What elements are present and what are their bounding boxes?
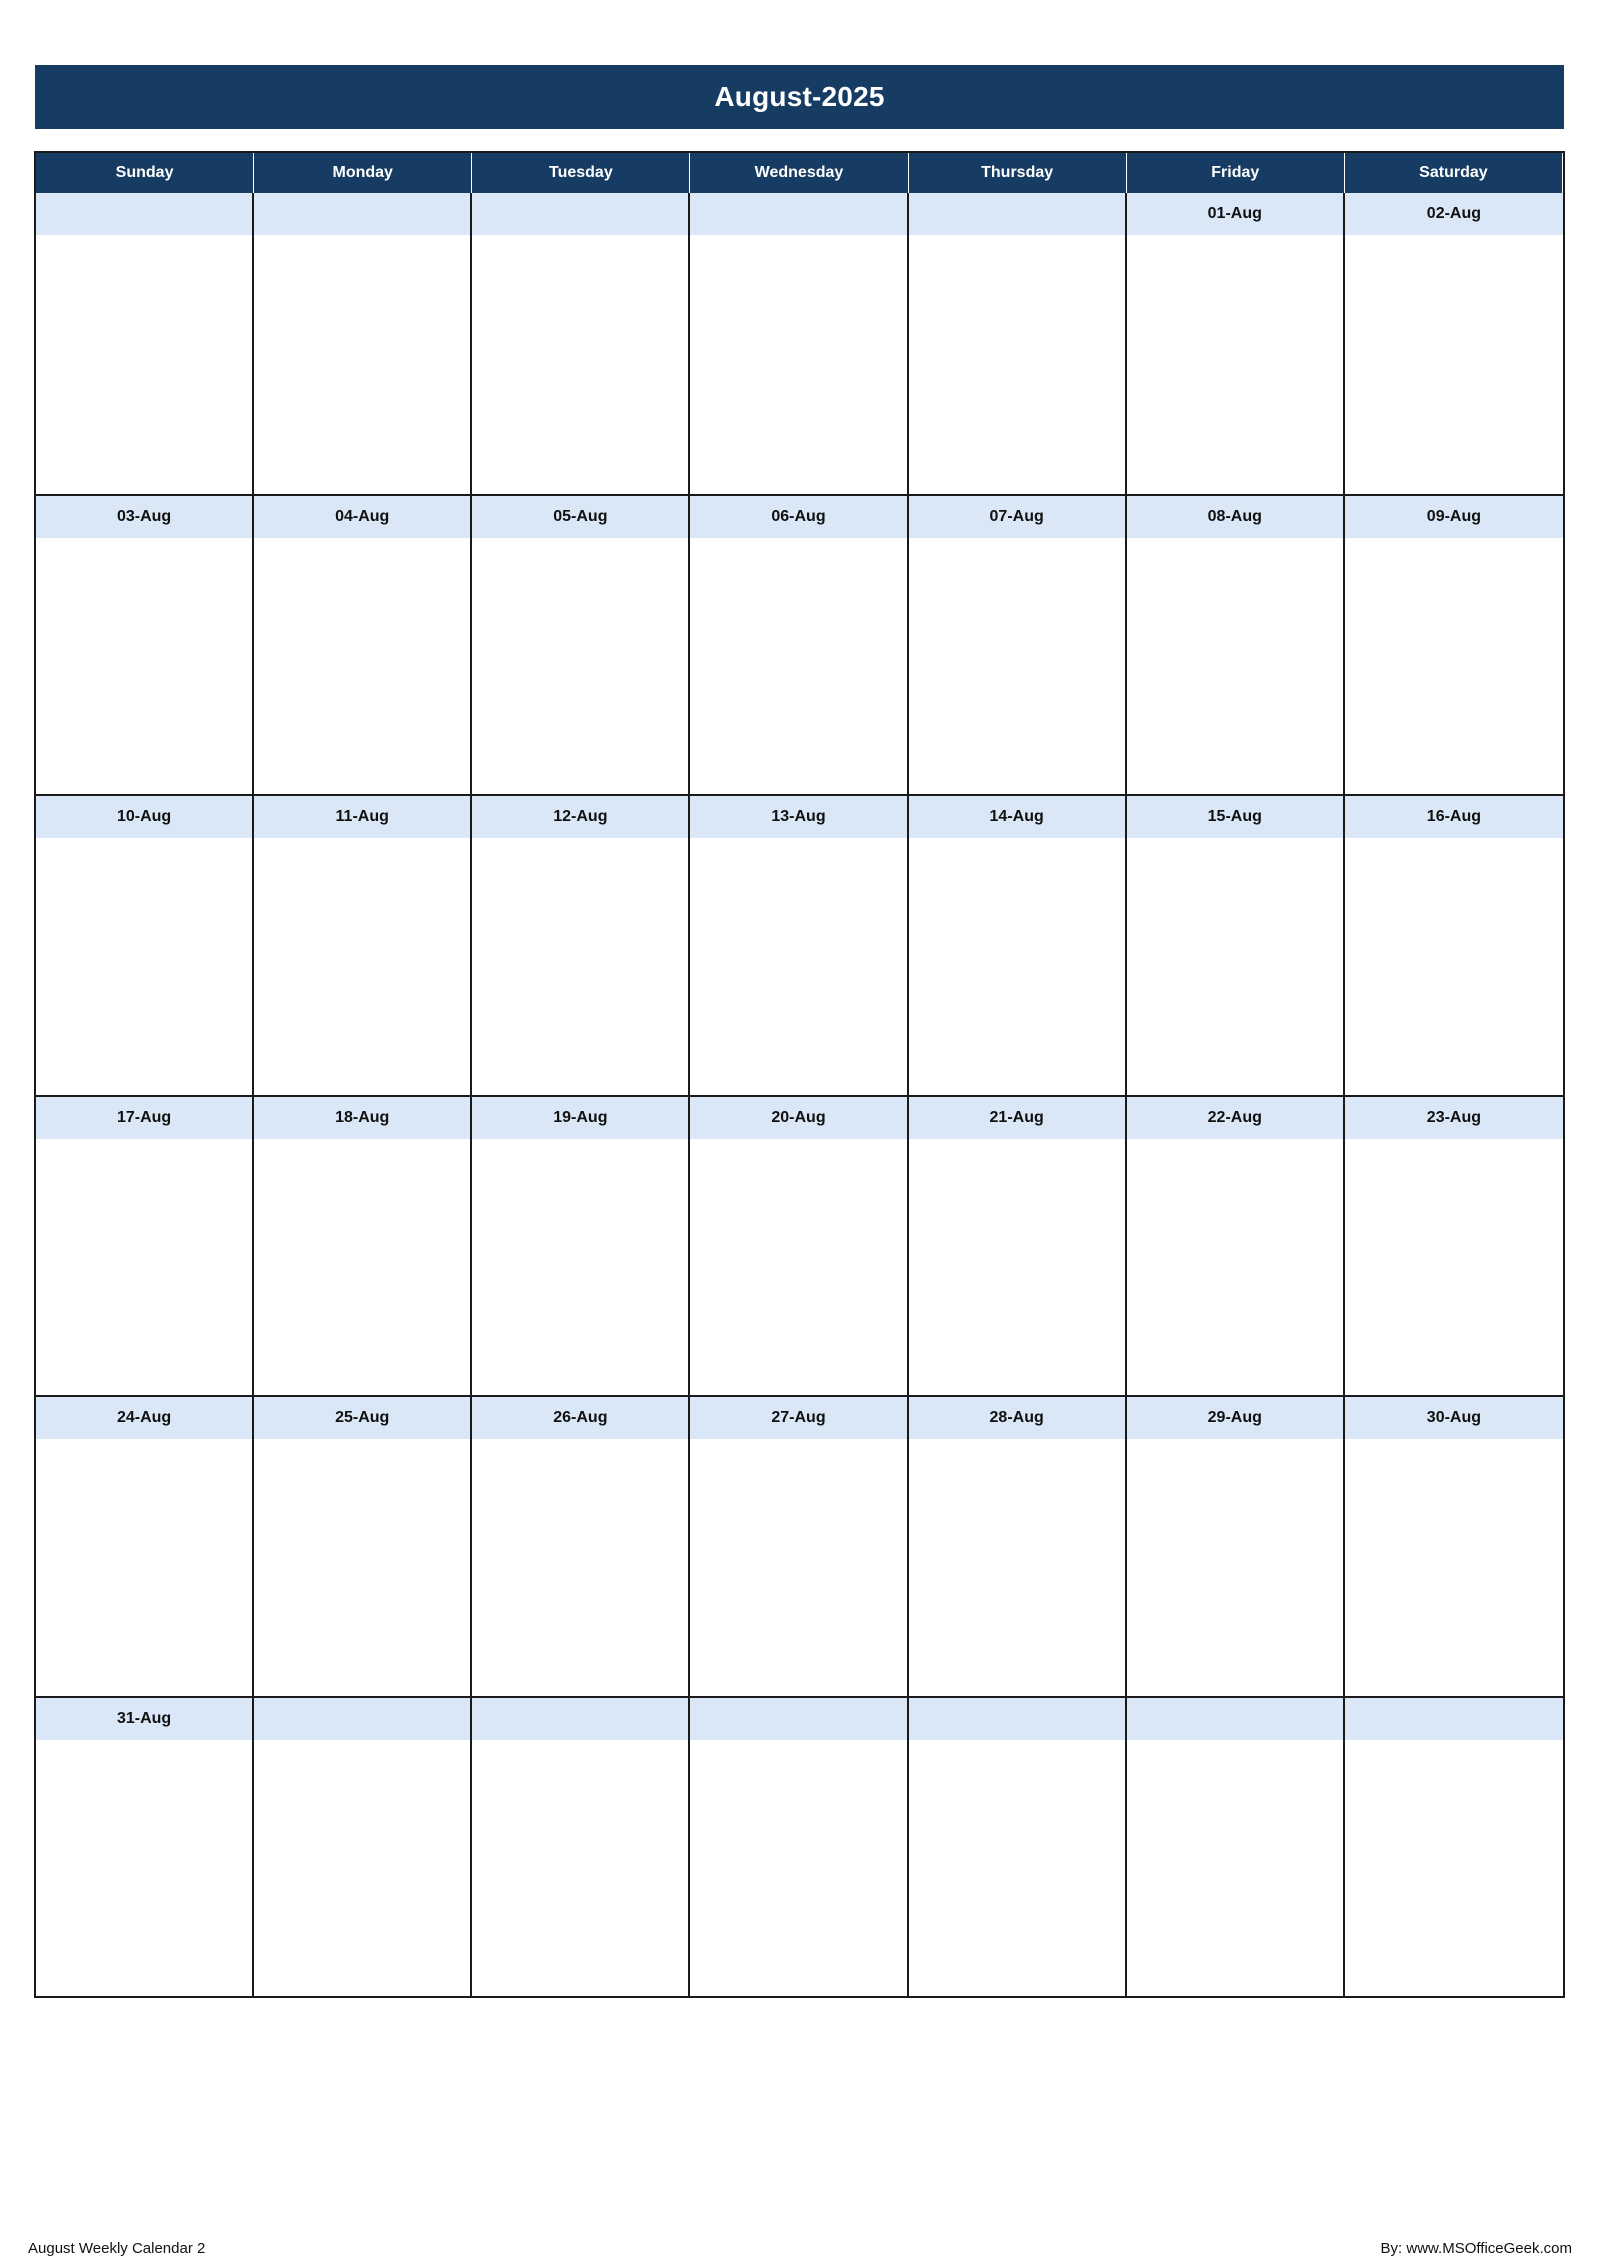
footer-calendar-name: August Weekly Calendar 2 — [28, 2240, 206, 2257]
day-cell[interactable] — [36, 1095, 254, 1396]
day-date-label — [909, 1698, 1125, 1740]
day-cell[interactable] — [472, 1696, 690, 1997]
day-cell[interactable] — [1345, 193, 1563, 494]
day-date-label: 21-Aug — [909, 1097, 1125, 1139]
day-cell[interactable] — [1345, 1395, 1563, 1696]
day-date-label: 13-Aug — [690, 796, 906, 838]
day-cell[interactable] — [690, 1095, 908, 1396]
day-date-label — [254, 1698, 470, 1740]
day-cell[interactable] — [472, 494, 690, 795]
day-notes-area[interactable] — [36, 235, 252, 494]
day-date-label: 17-Aug — [36, 1097, 252, 1139]
day-cell[interactable] — [36, 494, 254, 795]
day-date-label: 05-Aug — [472, 496, 688, 538]
day-date-label: 22-Aug — [1127, 1097, 1343, 1139]
day-cell[interactable] — [1345, 794, 1563, 1095]
day-notes-area[interactable] — [254, 538, 470, 795]
day-date-label — [472, 1698, 688, 1740]
day-date-label: 25-Aug — [254, 1397, 470, 1439]
calendar-title: August-2025 — [714, 81, 885, 112]
day-cell[interactable] — [472, 193, 690, 494]
calendar-grid — [34, 151, 1565, 1998]
day-date-label: 24-Aug — [36, 1397, 252, 1439]
day-notes-area[interactable] — [1345, 538, 1563, 795]
day-date-label — [1345, 1698, 1563, 1740]
day-notes-area[interactable] — [1345, 1740, 1563, 1997]
day-date-label: 03-Aug — [36, 496, 252, 538]
day-notes-area[interactable] — [909, 538, 1125, 795]
day-cell[interactable] — [1345, 1095, 1563, 1396]
day-notes-area[interactable] — [254, 1139, 470, 1396]
day-notes-area[interactable] — [1127, 838, 1343, 1095]
weekday-header-wednesday: Wednesday — [690, 153, 908, 193]
day-date-label: 02-Aug — [1345, 193, 1563, 235]
day-notes-area[interactable] — [909, 838, 1125, 1095]
day-notes-area[interactable] — [1345, 838, 1563, 1095]
day-notes-area[interactable] — [909, 1439, 1125, 1696]
day-date-label: 20-Aug — [690, 1097, 906, 1139]
weekday-header-sunday: Sunday — [36, 153, 254, 193]
day-cell[interactable] — [254, 193, 472, 494]
day-cell[interactable] — [1127, 1696, 1345, 1997]
day-date-label: 08-Aug — [1127, 496, 1343, 538]
day-cell[interactable] — [909, 193, 1127, 494]
day-cell[interactable] — [1345, 1696, 1563, 1997]
day-cell[interactable] — [690, 193, 908, 494]
day-notes-area[interactable] — [36, 838, 252, 1095]
day-date-label — [690, 193, 906, 235]
day-cell[interactable] — [909, 794, 1127, 1095]
day-date-label: 14-Aug — [909, 796, 1125, 838]
day-date-label: 12-Aug — [472, 796, 688, 838]
day-cell[interactable] — [36, 1395, 254, 1696]
day-notes-area[interactable] — [1127, 1740, 1343, 1997]
day-cell[interactable] — [1127, 794, 1345, 1095]
day-date-label: 28-Aug — [909, 1397, 1125, 1439]
day-notes-area[interactable] — [36, 1439, 252, 1696]
day-notes-area[interactable] — [472, 235, 688, 494]
day-notes-area[interactable] — [690, 1139, 906, 1396]
day-notes-area[interactable] — [1345, 235, 1563, 494]
day-date-label: 04-Aug — [254, 496, 470, 538]
day-cell[interactable] — [909, 494, 1127, 795]
day-notes-area[interactable] — [909, 235, 1125, 494]
weekday-header-saturday: Saturday — [1345, 153, 1563, 193]
day-date-label: 18-Aug — [254, 1097, 470, 1139]
day-notes-area[interactable] — [36, 1740, 252, 1997]
day-date-label: 07-Aug — [909, 496, 1125, 538]
weekday-header-monday: Monday — [254, 153, 472, 193]
day-cell[interactable] — [254, 1095, 472, 1396]
day-notes-area[interactable] — [36, 538, 252, 795]
day-notes-area[interactable] — [36, 1139, 252, 1396]
day-cell[interactable] — [690, 1395, 908, 1696]
day-cell[interactable] — [1127, 1395, 1345, 1696]
day-date-label: 01-Aug — [1127, 193, 1343, 235]
day-notes-area[interactable] — [1345, 1139, 1563, 1396]
day-cell[interactable] — [254, 1696, 472, 1997]
day-cell[interactable] — [1127, 494, 1345, 795]
day-notes-area[interactable] — [1127, 1439, 1343, 1696]
day-date-label: 31-Aug — [36, 1698, 252, 1740]
day-cell[interactable] — [909, 1095, 1127, 1396]
day-cell[interactable] — [1127, 193, 1345, 494]
day-notes-area[interactable] — [254, 1439, 470, 1696]
day-date-label: 15-Aug — [1127, 796, 1343, 838]
day-date-label: 26-Aug — [472, 1397, 688, 1439]
day-notes-area[interactable] — [690, 838, 906, 1095]
day-cell[interactable] — [690, 794, 908, 1095]
day-notes-area[interactable] — [472, 1439, 688, 1696]
day-notes-area[interactable] — [254, 235, 470, 494]
day-notes-area[interactable] — [472, 538, 688, 795]
day-notes-area[interactable] — [1127, 538, 1343, 795]
day-cell[interactable] — [1127, 1095, 1345, 1396]
day-date-label: 30-Aug — [1345, 1397, 1563, 1439]
footer-credit: By: www.MSOfficeGeek.com — [1380, 2240, 1572, 2257]
weekday-header-thursday: Thursday — [909, 153, 1127, 193]
day-date-label — [1127, 1698, 1343, 1740]
day-cell[interactable] — [472, 794, 690, 1095]
day-notes-area[interactable] — [1127, 1139, 1343, 1396]
day-date-label: 27-Aug — [690, 1397, 906, 1439]
day-cell[interactable] — [1345, 494, 1563, 795]
day-cell[interactable] — [254, 494, 472, 795]
day-notes-area[interactable] — [472, 1740, 688, 1997]
day-date-label — [472, 193, 688, 235]
day-date-label: 29-Aug — [1127, 1397, 1343, 1439]
day-date-label: 19-Aug — [472, 1097, 688, 1139]
day-cell[interactable] — [472, 1095, 690, 1396]
day-notes-area[interactable] — [909, 1139, 1125, 1396]
day-date-label: 06-Aug — [690, 496, 906, 538]
day-cell[interactable] — [254, 1395, 472, 1696]
calendar-title-bar — [35, 65, 1564, 129]
day-notes-area[interactable] — [472, 838, 688, 1095]
day-cell[interactable] — [36, 1696, 254, 1997]
day-cell[interactable] — [36, 193, 254, 494]
day-date-label: 09-Aug — [1345, 496, 1563, 538]
weekday-header-tuesday: Tuesday — [472, 153, 690, 193]
day-notes-area[interactable] — [909, 1740, 1125, 1997]
day-date-label — [36, 193, 252, 235]
day-notes-area[interactable] — [690, 538, 906, 795]
day-date-label — [909, 193, 1125, 235]
weekday-header-friday: Friday — [1127, 153, 1345, 193]
day-date-label — [690, 1698, 906, 1740]
day-cell[interactable] — [472, 1395, 690, 1696]
day-cell[interactable] — [909, 1696, 1127, 1997]
day-cell[interactable] — [909, 1395, 1127, 1696]
day-date-label: 23-Aug — [1345, 1097, 1563, 1139]
day-notes-area[interactable] — [1127, 235, 1343, 494]
day-cell[interactable] — [254, 794, 472, 1095]
day-date-label — [254, 193, 470, 235]
day-notes-area[interactable] — [690, 235, 906, 494]
day-notes-area[interactable] — [690, 1740, 906, 1997]
day-date-label: 10-Aug — [36, 796, 252, 838]
day-cell[interactable] — [690, 1696, 908, 1997]
day-notes-area[interactable] — [690, 1439, 906, 1696]
day-notes-area[interactable] — [254, 838, 470, 1095]
day-date-label: 11-Aug — [254, 796, 470, 838]
day-notes-area[interactable] — [472, 1139, 688, 1396]
day-notes-area[interactable] — [1345, 1439, 1563, 1696]
day-notes-area[interactable] — [254, 1740, 470, 1997]
day-cell[interactable] — [36, 794, 254, 1095]
day-date-label: 16-Aug — [1345, 796, 1563, 838]
day-cell[interactable] — [690, 494, 908, 795]
